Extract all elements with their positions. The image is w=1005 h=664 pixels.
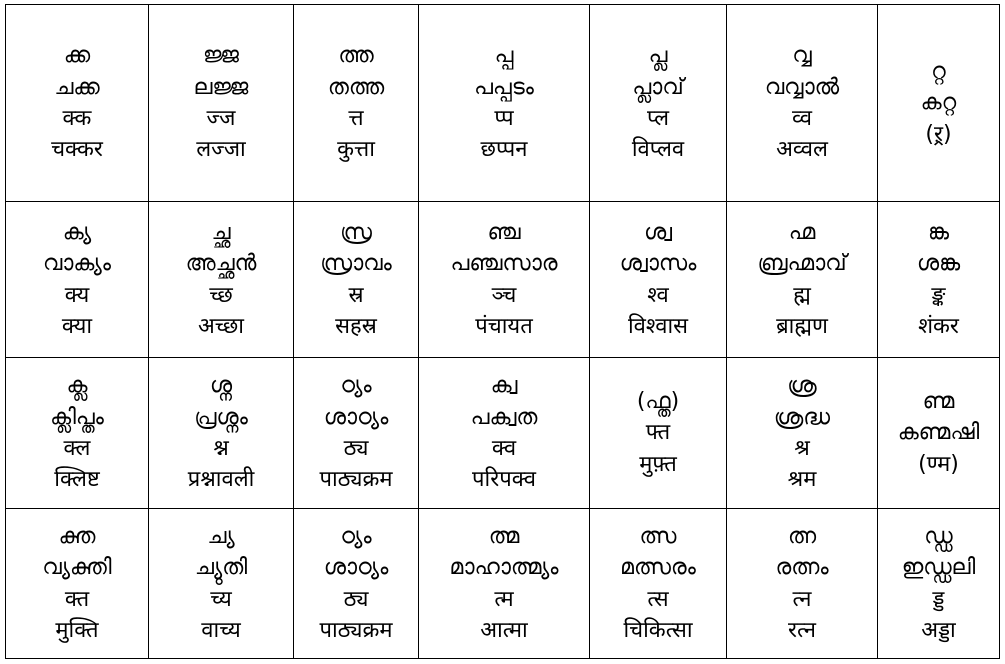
cell-line: अड्डा xyxy=(921,617,956,643)
cell-line: ङ्क xyxy=(931,282,946,308)
table-cell xyxy=(149,202,294,358)
cell-line: മാഹാത്മ്യം xyxy=(449,555,559,581)
table-cell xyxy=(294,358,419,509)
cell-line: രത്നം xyxy=(775,555,829,581)
cell-content xyxy=(419,43,589,162)
table-cell xyxy=(6,5,149,202)
table-row xyxy=(6,358,1000,509)
cell-line: लज्जा xyxy=(196,137,246,163)
table-cell xyxy=(149,5,294,202)
cell-line: श्व xyxy=(647,282,669,308)
cell-line: വ്വ xyxy=(792,43,812,69)
cell-line: ഠ്യം xyxy=(340,523,372,549)
cell-line: च्छ xyxy=(209,282,233,308)
table-cell xyxy=(6,358,149,509)
cell-line: पंचायत xyxy=(475,313,533,339)
cell-line: ഡ്ഡ xyxy=(924,523,953,549)
table-row xyxy=(6,5,1000,202)
cell-line: रत्न xyxy=(788,617,816,643)
cell-line: चिकित्सा xyxy=(623,617,693,643)
cell-line: ക്ല xyxy=(66,373,88,399)
cell-line: ശ്രദ്ധ xyxy=(773,404,831,430)
table-cell xyxy=(727,358,878,509)
cell-content xyxy=(6,373,148,492)
cell-line: ബ്രഹ്മാവ് xyxy=(757,251,847,277)
cell-line: मुक्ति xyxy=(55,617,99,643)
table-cell xyxy=(590,202,727,358)
cell-content xyxy=(727,220,877,339)
cell-line: പ്ലാവ് xyxy=(632,74,684,100)
cell-line: परिपक्व xyxy=(472,467,536,493)
table-cell xyxy=(149,509,294,659)
table-row xyxy=(6,509,1000,659)
cell-line: ठ्य xyxy=(343,436,369,461)
cell-line: ചക്ക xyxy=(54,74,100,100)
cell-content xyxy=(878,524,999,643)
cell-content xyxy=(727,373,877,492)
cell-content xyxy=(590,524,726,643)
table-cell xyxy=(590,5,727,202)
cell-line: पाठ्यक्रम xyxy=(319,467,393,493)
cell-line: त्त xyxy=(348,106,364,131)
table-cell xyxy=(727,509,878,659)
cell-content xyxy=(727,43,877,162)
cell-line: ഹ്മ xyxy=(788,219,816,245)
cell-line: अच्छा xyxy=(197,313,245,339)
cell-line: ണ്മ xyxy=(922,389,955,415)
cell-line: प्प xyxy=(494,106,514,131)
cell-line: क्क xyxy=(62,106,92,131)
cell-line: പഞ്ചസാര xyxy=(450,251,558,277)
table-cell xyxy=(149,358,294,509)
cell-line: त्म xyxy=(494,586,514,612)
cell-line: छप्पन xyxy=(480,137,528,163)
conjunct-table xyxy=(5,4,1000,659)
cell-line: പക്വത xyxy=(470,404,538,430)
cell-line: റ്റ xyxy=(931,59,946,85)
cell-line: मुफ़्त xyxy=(639,451,677,477)
cell-line: ശങ്ക xyxy=(916,251,961,277)
cell-line: ശ്ര xyxy=(787,373,817,399)
cell-line: പപ്പടം xyxy=(474,74,534,100)
table-cell xyxy=(878,5,1000,202)
cell-line: ത്ന xyxy=(787,523,817,549)
cell-content xyxy=(149,524,293,643)
cell-content xyxy=(419,220,589,339)
cell-line: क्त xyxy=(64,586,90,612)
cell-content xyxy=(6,524,148,643)
cell-line: सहस्र xyxy=(335,313,377,339)
cell-line: ജ്ജ xyxy=(203,43,239,69)
table-cell xyxy=(419,509,590,659)
cell-content xyxy=(6,43,148,162)
cell-content xyxy=(149,43,293,162)
cell-content xyxy=(419,524,589,643)
cell-line: विप्लव xyxy=(631,137,685,163)
cell-content xyxy=(149,220,293,339)
cell-line: മത്സരം xyxy=(620,555,696,581)
cell-content xyxy=(590,389,726,477)
cell-line: ठ्य xyxy=(343,586,369,612)
cell-line: कुत्ता xyxy=(337,137,375,163)
cell-line: ച്യുതി xyxy=(194,555,248,581)
cell-line: ശാഠ്യം xyxy=(323,555,389,581)
cell-line: കറ്റ xyxy=(920,90,957,116)
cell-line: അച്ഛൻ xyxy=(185,251,257,277)
cell-line: श्न xyxy=(213,436,229,461)
cell-content xyxy=(294,373,418,492)
cell-line: ശാഠ്യം xyxy=(323,404,389,430)
cell-line: സ്ര xyxy=(340,219,372,245)
cell-line: ञ्च xyxy=(491,282,517,308)
table-cell xyxy=(878,358,1000,509)
cell-line: प्रश्नावली xyxy=(187,467,255,493)
cell-line: क्व xyxy=(491,436,517,461)
cell-content xyxy=(878,59,999,147)
cell-line: प्ल xyxy=(646,106,670,131)
cell-content xyxy=(590,220,726,339)
cell-line: शंकर xyxy=(918,313,959,339)
table-cell xyxy=(6,202,149,358)
table-cell xyxy=(6,509,149,659)
cell-line: ക്യ xyxy=(62,219,92,245)
cell-content xyxy=(6,220,148,339)
cell-line: വാക്യം xyxy=(42,251,112,277)
cell-line: (ण्म) xyxy=(918,451,959,477)
cell-content xyxy=(294,43,418,162)
cell-line: ശ്വാസം xyxy=(619,251,697,277)
table-cell xyxy=(419,358,590,509)
table-cell xyxy=(419,5,590,202)
cell-line: अव्वल xyxy=(776,137,828,163)
cell-line: त्न xyxy=(792,586,812,612)
table-cell xyxy=(294,509,419,659)
cell-content xyxy=(419,373,589,492)
cell-line: ഇഡ്ഡലി xyxy=(901,555,976,581)
cell-line: श्र xyxy=(794,436,810,461)
cell-line: ത്സ xyxy=(639,523,677,549)
cell-line: पाठ्यक्रम xyxy=(319,617,393,643)
cell-line: ह्म xyxy=(793,282,811,308)
table-cell xyxy=(727,5,878,202)
cell-line: പ്ല xyxy=(648,43,668,69)
cell-line: ज्ज xyxy=(206,106,236,131)
cell-content xyxy=(727,524,877,643)
cell-line: ത്മ xyxy=(488,523,520,549)
table-cell xyxy=(878,202,1000,358)
cell-line: ड्ड xyxy=(932,586,945,612)
cell-content xyxy=(590,43,726,162)
cell-content xyxy=(294,220,418,339)
cell-line: പ്രശ്നം xyxy=(194,404,248,430)
cell-line: ലജ്ജ xyxy=(193,74,249,100)
cell-line: चक्कर xyxy=(51,137,103,163)
cell-line: श्रम xyxy=(787,467,817,493)
cell-line: വ്യക്തി xyxy=(42,555,112,581)
cell-line: തത്ത xyxy=(327,74,385,100)
cell-line: क्या xyxy=(61,313,93,339)
cell-line: ക്ത xyxy=(58,523,96,549)
cell-line: ഞ്ച xyxy=(487,219,521,245)
cell-line: ശ്ന xyxy=(209,373,233,399)
cell-line: ക്വ xyxy=(490,373,518,399)
cell-line: च्य xyxy=(210,586,232,612)
table-cell xyxy=(878,509,1000,659)
cell-content xyxy=(878,389,999,477)
cell-line: വവ്വാൽ xyxy=(764,74,840,100)
cell-line: वाच्य xyxy=(201,617,241,643)
table-cell xyxy=(294,5,419,202)
cell-line: (ഫ്ത) xyxy=(636,389,680,415)
cell-line: आत्मा xyxy=(480,617,528,643)
table-cell xyxy=(590,358,727,509)
cell-line: क्य xyxy=(64,282,90,308)
cell-line: ച്ഛ xyxy=(211,219,231,245)
cell-line: സ്രാവം xyxy=(320,251,392,277)
cell-line: ക്ലിപ്തം xyxy=(50,404,104,430)
cell-line: ഠ്യം xyxy=(340,373,372,399)
cell-line: ങ്ക xyxy=(927,219,949,245)
cell-line: क्लिष्ट xyxy=(54,467,100,493)
cell-line: ശ്വ xyxy=(643,219,673,245)
table-cell xyxy=(727,202,878,358)
table-cell xyxy=(294,202,419,358)
cell-line: ക്ക xyxy=(63,43,91,69)
cell-content xyxy=(149,373,293,492)
cell-line: स्र xyxy=(348,282,364,308)
cell-line: फ्त xyxy=(645,420,671,446)
cell-line: ത്ത xyxy=(338,43,374,69)
table-cell xyxy=(590,509,727,659)
cell-line: പ്പ xyxy=(494,43,514,69)
cell-line: विश्वास xyxy=(627,313,689,339)
cell-line: त्स xyxy=(647,586,669,612)
cell-content xyxy=(878,220,999,339)
cell-line: ച്യ xyxy=(207,523,235,549)
cell-line: व्व xyxy=(791,106,813,131)
cell-line: കണ്മഷി xyxy=(897,420,980,446)
cell-line: ब्राह्मण xyxy=(776,313,828,339)
cell-content xyxy=(294,524,418,643)
cell-line: क्ल xyxy=(63,436,91,461)
table-row xyxy=(6,202,1000,358)
cell-line: (ऱ्र) xyxy=(925,121,952,147)
table-cell xyxy=(419,202,590,358)
